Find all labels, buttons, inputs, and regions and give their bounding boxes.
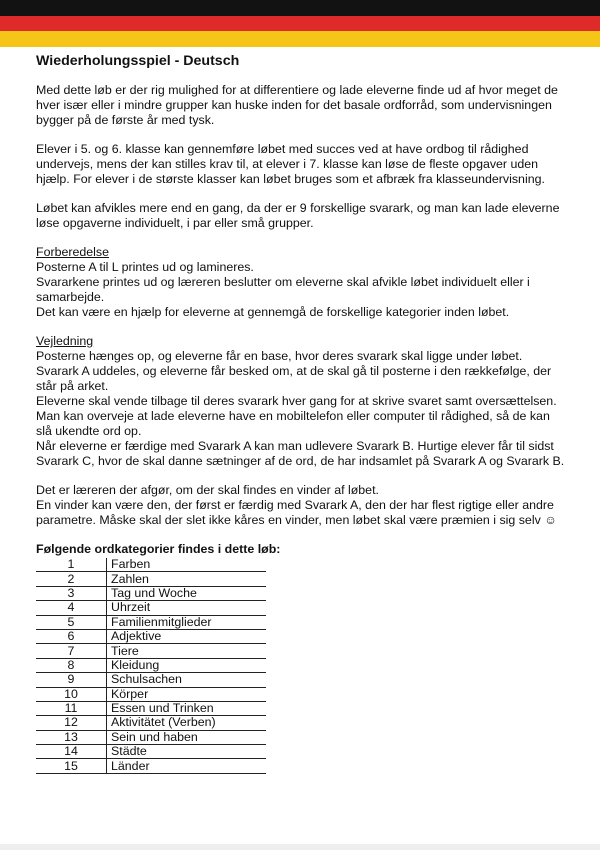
table-row	[36, 658, 266, 672]
category-name: Städte	[107, 745, 267, 759]
preparation-line-3: Det kan være en hjælp for eleverne at gennemgå de forskellige kategorier inden løbet.	[36, 305, 510, 319]
category-name: Sein und haben	[107, 730, 267, 744]
category-name: Farben	[107, 558, 267, 572]
table-row	[36, 730, 266, 744]
document-title: Wiederholungsspiel - Deutsch	[36, 53, 240, 69]
category-name: Körper	[107, 687, 267, 701]
categories-table	[36, 558, 266, 774]
guidance-line-2: Svarark A uddeles, og eleverne får besked om, at de skal gå til posterne i den rækkefølge, der står på arket.	[36, 364, 552, 393]
winner-line-1: Det er læreren der afgør, om der skal findes en vinder af løbet.	[36, 483, 379, 497]
table-row	[36, 644, 266, 658]
document-body	[36, 53, 566, 774]
preparation-heading: Forberedelse	[36, 245, 110, 259]
category-number: 4	[36, 601, 107, 615]
category-name: Tag und Woche	[107, 586, 267, 600]
category-name: Uhrzeit	[107, 601, 267, 615]
preparation-line-1: Posterne A til L printes ud og lamineres.	[36, 260, 254, 274]
category-name: Adjektive	[107, 629, 267, 643]
intro-paragraph-1: Med dette løb er der rig mulighed for at differentiere og lade eleverne finde ud af hvor meget de hver især eller i mindre grupper kan huske inden for det basale ordforråd, som undervisningen bygger på de første år med tysk.	[36, 83, 558, 127]
category-name: Schulsachen	[107, 673, 267, 687]
flag-stripe-black	[0, 0, 600, 16]
category-number: 9	[36, 673, 107, 687]
category-number: 1	[36, 558, 107, 572]
category-number: 15	[36, 759, 107, 773]
table-row	[36, 572, 266, 586]
preparation-section	[36, 245, 566, 320]
category-number: 3	[36, 586, 107, 600]
flag-stripe-red	[0, 16, 600, 32]
category-name: Essen und Trinken	[107, 701, 267, 715]
guidance-heading: Vejledning	[36, 334, 94, 348]
table-row	[36, 716, 266, 730]
category-name: Länder	[107, 759, 267, 773]
table-row	[36, 558, 266, 572]
intro-paragraph-2: Elever i 5. og 6. klasse kan gennemføre løbet med succes ved at have ordbog til rådighed undervejs, mens der kan stilles krav til, at elever i 7. klasse kan løse de fleste opgaver uden hjælp. For elever i de største klasser kan løbet bruges som et afbræk fra klasseundervisning.	[36, 142, 545, 186]
guidance-line-3: Eleverne skal vende tilbage til deres svarark hver gang for at skrive svaret samt oversættelsen.	[36, 394, 557, 408]
category-name: Kleidung	[107, 658, 267, 672]
table-row	[36, 586, 266, 600]
category-number: 11	[36, 701, 107, 715]
category-number: 10	[36, 687, 107, 701]
table-row	[36, 615, 266, 629]
table-row	[36, 601, 266, 615]
table-row	[36, 745, 266, 759]
category-name: Zahlen	[107, 572, 267, 586]
category-name: Tiere	[107, 644, 267, 658]
category-name: Aktivitätet (Verben)	[107, 716, 267, 730]
guidance-line-1: Posterne hænges op, og eleverne får en base, hvor deres svarark skal ligge under løbet.	[36, 349, 523, 363]
category-number: 8	[36, 658, 107, 672]
german-flag-banner	[0, 0, 600, 47]
table-row	[36, 673, 266, 687]
categories-heading: Følgende ordkategorier findes i dette løb:	[36, 542, 281, 556]
page-bottom-edge	[0, 844, 600, 850]
table-row	[36, 629, 266, 643]
category-number: 7	[36, 644, 107, 658]
intro-paragraph-3: Løbet kan afvikles mere end en gang, da der er 9 forskellige svarark, og man kan lade eleverne løse opgaverne individuelt, i par eller små grupper.	[36, 201, 560, 230]
preparation-line-2: Svararkene printes ud og læreren beslutter om eleverne skal afvikle løbet individuelt eller i samarbejde.	[36, 275, 530, 304]
category-number: 13	[36, 730, 107, 744]
category-name: Familienmitglieder	[107, 615, 267, 629]
table-row	[36, 701, 266, 715]
guidance-section	[36, 334, 566, 469]
category-number: 6	[36, 629, 107, 643]
category-number: 5	[36, 615, 107, 629]
winner-section	[36, 483, 566, 528]
guidance-line-5: Når eleverne er færdige med Svarark A kan man udlevere Svarark B. Hurtige elever får til sidst Svarark C, hvor de skal danne sætninger af de ord, de har indsamlet på Svarark A og Svarark B.	[36, 439, 565, 468]
table-row	[36, 759, 266, 773]
category-number: 14	[36, 745, 107, 759]
table-row	[36, 687, 266, 701]
category-number: 12	[36, 716, 107, 730]
winner-line-2: En vinder kan være den, der først er færdig med Svarark A, den der har flest rigtige eller andre parametre. Måske skal der slet ikke kåres en vinder, men løbet skal være præmien i sig selv ☺	[36, 498, 557, 527]
guidance-line-4: Man kan overveje at lade eleverne have en mobiltelefon eller computer til rådighed, så de kan slå ukendte ord op.	[36, 409, 550, 438]
category-number: 2	[36, 572, 107, 586]
flag-stripe-gold	[0, 31, 600, 47]
